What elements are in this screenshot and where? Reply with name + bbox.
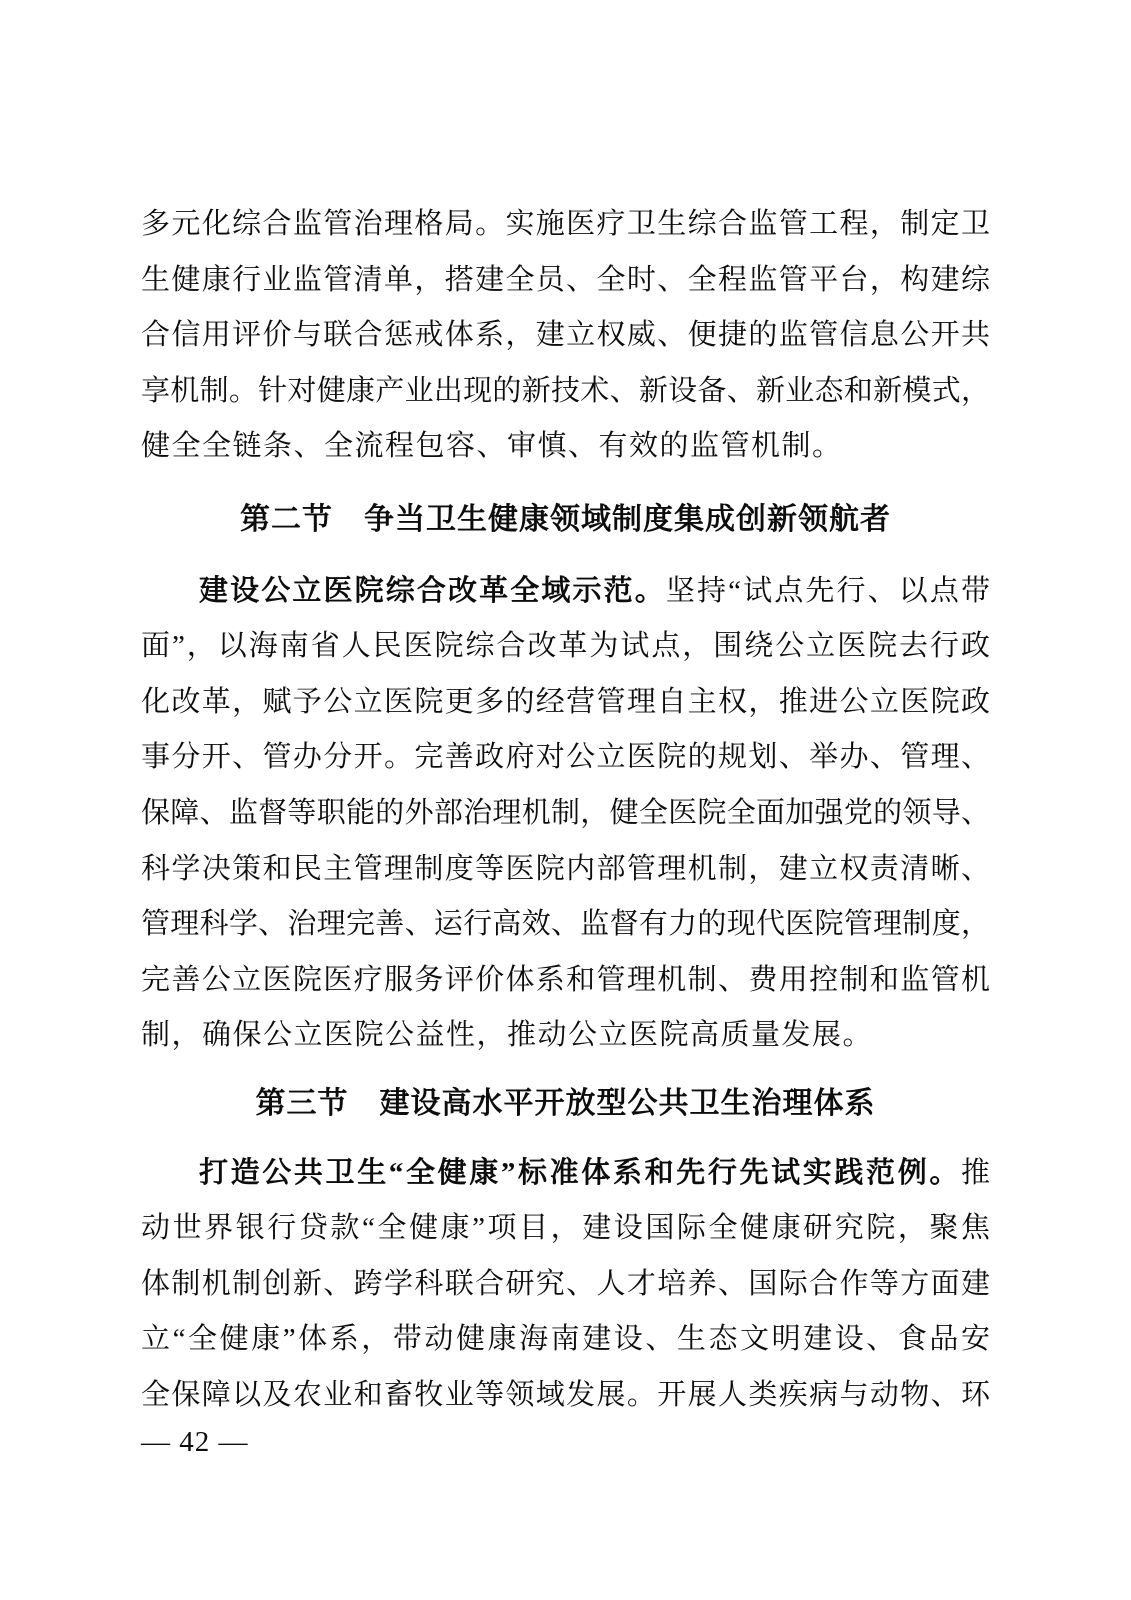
paragraph-3-line: 全保障以及农业和畜牧业等领域发展。开展人类疾病与动物、环 — [141, 1378, 990, 1411]
paragraph-2 — [141, 564, 990, 1064]
paragraph-3-line-text: 推 — [960, 1156, 990, 1189]
paragraph-2-bold-lead: 建设公立医院综合改革全域示范。 — [199, 574, 666, 607]
paragraph-2-line: 事分开、管办分开。完善政府对公立医院的规划、举办、管理、 — [141, 741, 990, 774]
paragraph-1-line: 健全全链条、全流程包容、审慎、有效的监管机制。 — [141, 430, 843, 463]
paragraph-2-line: 完善公立医院医疗服务评价体系和管理机制、费用控制和监管机 — [141, 963, 990, 996]
document-body — [141, 197, 990, 1423]
paragraph-1-line: 多元化综合监管治理格局。实施医疗卫生综合监管工程，制定卫 — [141, 208, 990, 240]
paragraph-1-line: 合信用评价与联合惩戒体系，建立权威、便捷的监管信息公开共 — [141, 319, 990, 352]
paragraph-2-line: 保障、监督等职能的外部治理机制，健全医院全面加强党的领导、 — [141, 796, 990, 829]
paragraph-3-line: 立“全健康”体系，带动健康海南建设、生态文明建设、食品安 — [141, 1323, 990, 1356]
paragraph-2-line: 制，确保公立医院公益性，推动公立医院高质量发展。 — [141, 1019, 874, 1052]
paragraph-3 — [141, 1146, 990, 1424]
paragraph-3-line — [141, 1146, 990, 1202]
section-heading-3: 第三节 建设高水平开放型公共卫生治理体系 — [255, 1086, 876, 1120]
paragraph-2-line — [141, 564, 990, 620]
paragraph-3-line: 动世界银行贷款“全健康”项目，建设国际全健康研究院，聚焦 — [141, 1212, 990, 1245]
paragraph-2-line: 科学决策和民主管理制度等医院内部管理机制，建立权责清晰、 — [141, 852, 990, 885]
paragraph-3-line: 体制机制创新、跨学科联合研究、人才培养、国际合作等方面建 — [141, 1267, 990, 1300]
paragraph-2-line: 化改革，赋予公立医院更多的经营管理自主权，推进公立医院政 — [141, 685, 990, 718]
paragraph-3-bold-lead: 打造公共卫生“全健康”标准体系和先行先试实践范例。 — [199, 1156, 961, 1189]
paragraph-1-line: 生健康行业监管清单，搭建全员、全时、全程监管平台，构建综 — [141, 263, 990, 296]
paragraph-2-line: 管理科学、治理完善、运行高效、监督有力的现代医院管理制度， — [141, 908, 990, 941]
paragraph-2-line-text: 坚持“试点先行、以点带 — [665, 574, 990, 607]
paragraph-1-line: 享机制。针对健康产业出现的新技术、新设备、新业态和新模式， — [141, 374, 990, 407]
paragraph-1 — [141, 197, 990, 475]
section-heading-2: 第二节 争当卫生健康领域制度集成创新领航者 — [240, 502, 891, 536]
paragraph-2-line: 面”，以海南省人民医院综合改革为试点，围绕公立医院去行政 — [141, 630, 990, 663]
page-number: — 42 — — [141, 1426, 249, 1458]
